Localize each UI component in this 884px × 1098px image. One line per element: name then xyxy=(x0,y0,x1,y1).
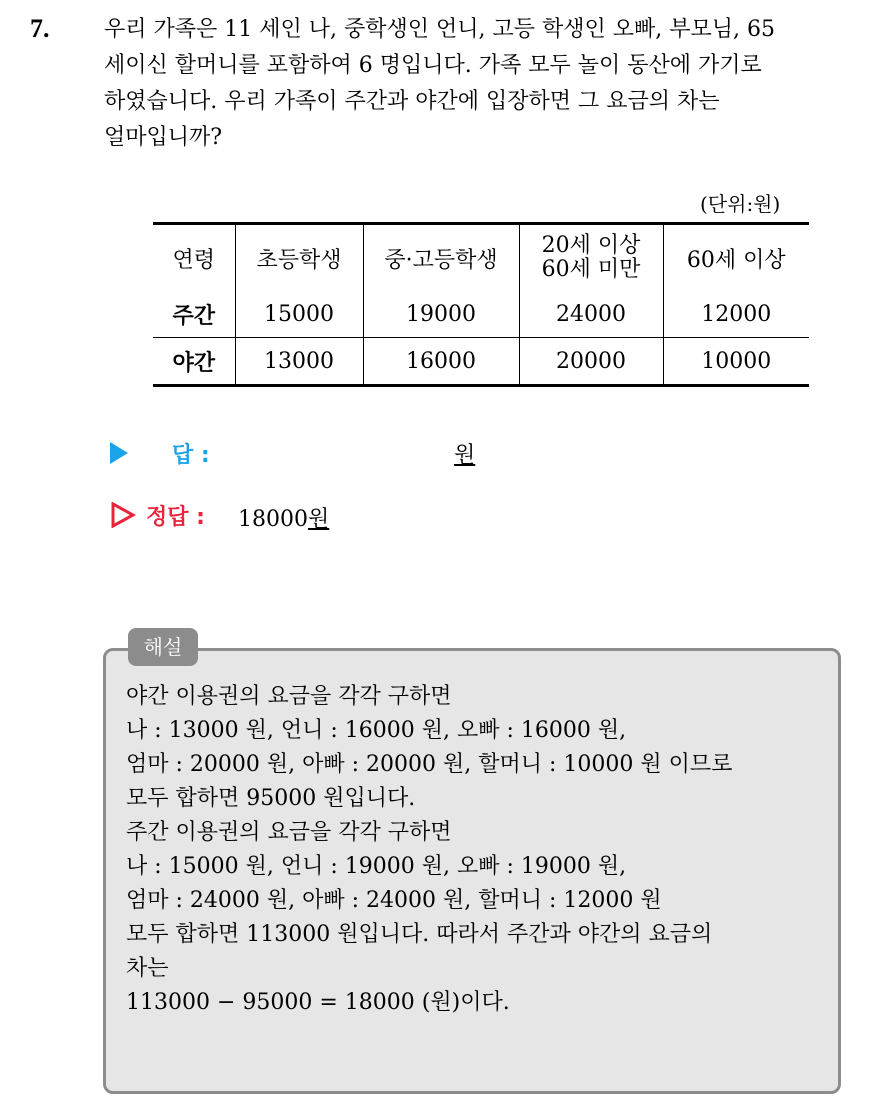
correct-answer-row xyxy=(110,498,510,538)
price-table xyxy=(153,222,809,387)
explanation-tab: 해설 xyxy=(128,628,198,666)
question-line: 하였습니다. 우리 가족이 주간과 야간에 입장하면 그 요금의 차는 xyxy=(104,89,720,114)
play-triangle-icon xyxy=(110,442,128,464)
explanation-line: 나 : 13000 원, 언니 : 16000 원, 오빠 : 16000 원, xyxy=(126,718,627,743)
explanation-line: 나 : 15000 원, 언니 : 19000 원, 오빠 : 19000 원, xyxy=(126,854,627,879)
header-adult xyxy=(519,224,663,292)
question-line: 얼마입니까? xyxy=(104,125,223,150)
table-row-day xyxy=(153,291,809,338)
question-line: 세이신 할머니를 포함하여 6 명입니다. 가족 모두 놀이 동산에 가기로 xyxy=(104,53,762,78)
question-number: 7. xyxy=(30,14,50,43)
header-adult-line1: 20세 이상 xyxy=(541,233,641,258)
header-adult-line2: 60세 미만 xyxy=(541,257,641,282)
table-cell: 16000 xyxy=(363,338,519,386)
table-cell: 19000 xyxy=(363,291,519,338)
correct-answer-label: 정답 : xyxy=(146,505,205,530)
explanation-line: 엄마 : 20000 원, 아빠 : 20000 원, 할머니 : 10000 원 이므로 xyxy=(126,752,733,777)
explanation-text xyxy=(126,680,836,1020)
table-unit: (단위:원) xyxy=(700,192,781,216)
explanation-line: 주간 이용권의 요금을 각각 구하면 xyxy=(126,820,452,845)
table-cell: 12000 xyxy=(663,291,809,338)
answer-unit: 원 xyxy=(454,443,476,468)
correct-answer-number: 18000 xyxy=(238,507,308,532)
correct-answer-value xyxy=(238,502,329,533)
header-elementary: 초등학생 xyxy=(235,224,363,292)
explanation-line: 모두 합하면 95000 원입니다. xyxy=(126,786,416,811)
header-senior: 60세 이상 xyxy=(663,224,809,292)
answer-label: 답 : xyxy=(172,443,210,468)
table-cell: 10000 xyxy=(663,338,809,386)
question-text xyxy=(104,12,864,156)
header-middle-high: 중·고등학생 xyxy=(363,224,519,292)
table-cell: 24000 xyxy=(519,291,663,338)
explanation-line: 모두 합하면 113000 원입니다. 따라서 주간과 야간의 요금의 xyxy=(126,922,713,947)
table-header-row xyxy=(153,224,809,292)
table-cell: 20000 xyxy=(519,338,663,386)
question-line: 우리 가족은 11 세인 나, 중학생인 언니, 고등 학생인 오빠, 부모님, 65 xyxy=(104,17,775,42)
correct-answer-unit: 원 xyxy=(308,507,330,532)
row-label: 주간 xyxy=(153,291,235,338)
header-age: 연령 xyxy=(172,247,215,273)
table-cell: 15000 xyxy=(235,291,363,338)
outline-triangle-icon xyxy=(110,502,136,528)
explanation-line: 야간 이용권의 요금을 각각 구하면 xyxy=(126,684,452,709)
answer-row xyxy=(110,436,510,470)
row-label: 야간 xyxy=(172,349,215,376)
table-row-night xyxy=(153,338,809,386)
explanation-line: 차는 xyxy=(126,956,169,981)
table-cell: 13000 xyxy=(235,338,363,386)
explanation-line: 엄마 : 24000 원, 아빠 : 24000 원, 할머니 : 12000 원 xyxy=(126,888,662,913)
explanation-line: 113000 − 95000 = 18000 (원)이다. xyxy=(126,990,510,1015)
